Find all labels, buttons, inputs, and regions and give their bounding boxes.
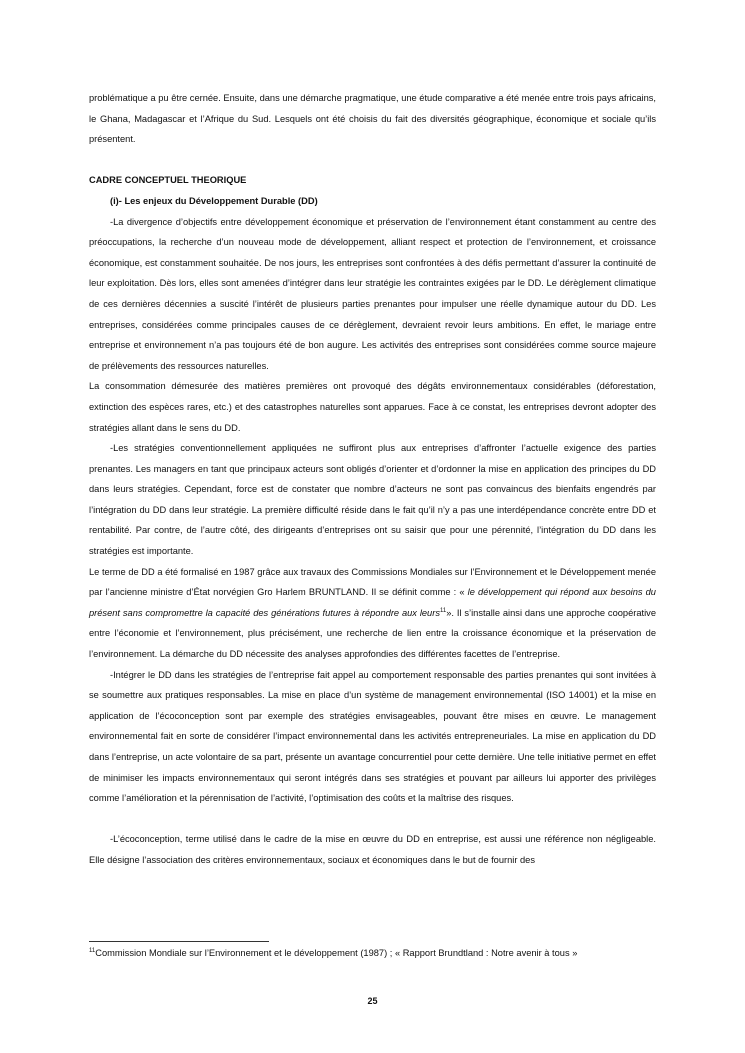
footnote-text: Commission Mondiale sur l’Environnement et le développement (1987) ; « Rapport Brundtland : Notre avenir à tous »	[95, 948, 578, 958]
intro-paragraph: problématique a pu être cernée. Ensuite, dans une démarche pragmatique, une étude comparative a été menée entre trois pays africains, le Ghana, Madagascar et l’Afrique du Sud. Lesquels ont été choisis du fait des diversités géographique, économique et sociale qu’ils présentent.	[89, 93, 656, 145]
footnote	[89, 946, 656, 960]
paragraph-consommation: La consommation démesurée des matières premières ont provoqué des dégâts environnementaux considérables (déforestation, extinction des espèces rares, etc.) et des catastrophes naturelles sont apparues. Face à ce constat, les entreprises devront adopter des stratégies allant dans le sens du DD.	[89, 381, 656, 433]
section-title: CADRE CONCEPTUEL THEORIQUE	[89, 175, 247, 186]
page-number: 25	[367, 996, 378, 1006]
footnote-reference[interactable]: 11	[439, 607, 447, 614]
spacer	[89, 150, 656, 171]
footnote-divider	[89, 941, 269, 942]
paragraph-definition	[89, 562, 656, 665]
paragraph-divergence: -La divergence d’objectifs entre développement économique et préservation de l’environnement étant constamment au centre des préoccupations, la recherche d’un nouveau mode de développement, alliant respect et protection de l’environnement, et croissance économique, est constamment souhaitée. De nos jours, les entreprises sont confrontées à des défis permettant d’assurer la continuité de leur exploitation. Dès lors, elles sont amenées d’intégrer dans leur stratégie les contraintes exigées par le DD. Le dérèglement climatique de ces dernières décennies a suscité l’intérêt de plusieurs parties prenantes pour impulser une réelle dynamique autour du DD. Les entreprises, considérées comme principales causes de ce dérèglement, devraient revoir leurs ambitions. En effet, le mariage entre entreprise et environnement n’a pas toujours été de bon augure. Les activités des entreprises sont considérées comme source majeure de prélèvements des ressources naturelles.	[89, 216, 656, 371]
paragraph-strategies: -Les stratégies conventionnellement appliquées ne suffiront plus aux entreprises d’affronter l’actuelle exigence des parties prenantes. Les managers en tant que principaux acteurs sont obligés d’orienter et d’ordonner la mise en application des principes du DD dans leurs stratégies. Cependant, force est de constater que nombre d’acteurs ne sont pas convaincus des bienfaits engendrés par l’intégration du DD dans leur stratégie. La première difficulté réside dans le fait qu’il n’y a pas une interdépendance concrète entre DD et rentabilité. Par contre, de l’autre côté, des dirigeants d’entreprises ont su saisir que pour une pérennité, l’intégration du DD dans les stratégies est importante.	[89, 443, 656, 557]
subsection-title: (i)- Les enjeux du Développement Durable (DD)	[110, 195, 318, 206]
definition-rest: ». Il s’installe ainsi dans une approche coopérative entre l’économie et l’environnement, plus précisément, une recherche de lien entre la croissance économique et la préservation de l’environnement. La démarche du DD nécessite des analyses approfondies des différentes facettes de l’entreprise.	[89, 607, 657, 660]
paragraph-integrer: -Intégrer le DD dans les stratégies de l’entreprise fait appel au comportement responsable des parties prenantes qui sont invitées à se soumettre aux pratiques responsables. La mise en place d’un système de management environnemental (ISO 14001) et la mise en application de l’écoconception sont par exemple des stratégies envisageables, pouvant être mises en œuvre. Le management environnemental fait en sorte de considérer l’impact environnemental dans les activités entrepreneuriales. La mise en application du DD dans l’entreprise, un acte volontaire de sa part, présente un avantage concurrentiel pour cette dernière. Une telle initiative permet en effet de minimiser les impacts environnementaux qui seront intégrés dans ses stratégies et pouvant par ailleurs lui apporter des privilèges comme l’amélioration et la pérennisation de l’activité, l’optimisation des coûts et la maîtrise des risques.	[89, 669, 656, 804]
spacer	[89, 809, 656, 830]
page-body	[89, 88, 656, 871]
definition-intro: Le terme de DD a été formalisé en 1987 grâce aux travaux des Commissions Mondiales sur l’Environnement et le Développement menée par l’ancienne ministre d’État norvégien Gro Harlem BRUNTLAND. Il se définit comme : «	[89, 566, 656, 598]
footnote-number: 11	[89, 947, 96, 954]
paragraph-ecoconception: -L’écoconception, terme utilisé dans le cadre de la mise en œuvre du DD en entreprise, est aussi une référence non négligeable. Elle désigne l’association des critères environnementaux, sociaux et économiques dans le but de fournir des	[89, 834, 656, 865]
brundtland-quote: le développement qui répond aux besoins du présent sans compromettre la capacité des générations futures à répondre aux leurs	[89, 587, 656, 618]
